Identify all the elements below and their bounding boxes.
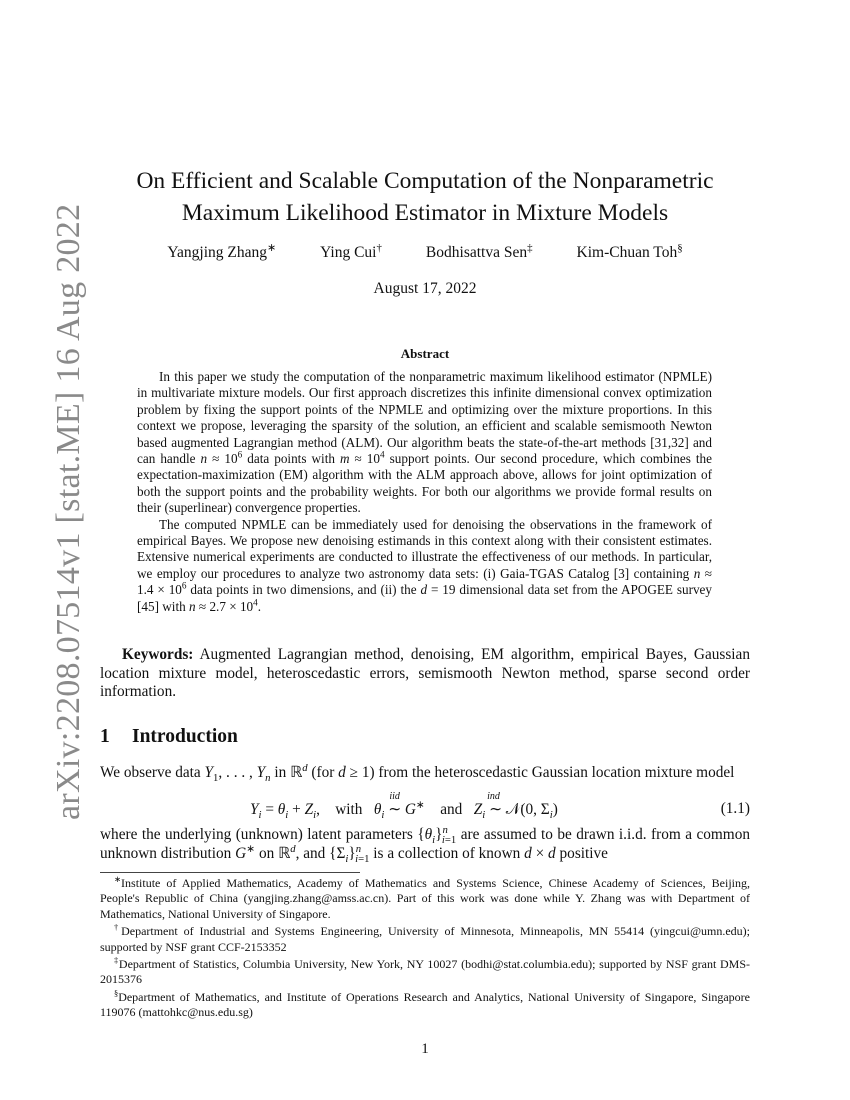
title-line-1: On Efficient and Scalable Computation of the Nonparametric: [136, 168, 714, 194]
abstract-body: [137, 369, 712, 615]
equation-number: (1.1): [720, 800, 750, 817]
section-number: 1: [100, 726, 110, 747]
paper-date: August 17, 2022: [373, 280, 477, 297]
author: Ying Cui†: [320, 241, 382, 261]
keywords-label: Keywords:: [122, 646, 194, 663]
equation-body: $Y_i = \theta_i + Z_i$, with $\theta_i$ iid ∼ G∗ and $Z_i$ ind ∼ 𝒩(0, $\Sigma_i$): [250, 791, 558, 822]
abstract-paragraph-2: The computed NPMLE can be immediately used for denoising the observations in the framework of empirical Bayes. We propose new denoising estimands in this context along with their consistent estimates. Extensive numerical experiments are conducted to illustrate the effectiveness of our methods. In particular, we employ our procedures to analyze two astronomy data sets: (i) Gaia-TGAS Catalog [3] containing $n \approx 1.4 \times 10^6$ data points in two dimensions, and (ii) the d = 19 dimensional data set from the APOGEE survey [45] with $n \approx 2.7 \times 10^4$.: [137, 516, 713, 614]
author: Kim-Chuan Toh§: [576, 241, 683, 261]
abstract-heading: Abstract: [400, 346, 450, 361]
author: Yangjing Zhang∗: [167, 241, 277, 261]
paper-title: [100, 165, 750, 229]
arxiv-identifier: arXiv:2208.07514v1 [stat.ME] 16 Aug 2022: [50, 203, 87, 820]
author-list: [100, 241, 750, 262]
footnote-divider: [100, 872, 360, 873]
page-number: 1: [421, 1041, 429, 1057]
intro-paragraph-2: where the underlying (unknown) latent parameters $\{\theta_i\}^n_{i=1}$ are assumed to be drawn i.i.d. from a common unknown distribution G∗ on ℝ$^d$, and $\{\Sigma_i\}^n_{i=1}$ is a collection of known d × d positive: [100, 823, 750, 865]
keywords: [100, 646, 750, 702]
footnote-3: ‡Department of Statistics, Columbia University, New York, NY 10027 (bodhi@stat.columbia.edu); supported by NSF grant DMS-2015376: [100, 956, 751, 987]
section-title: Introduction: [132, 726, 238, 747]
equation-1-1: [100, 791, 750, 822]
footnote-4: §Department of Mathematics, and Institute of Operations Research and Analytics, National University of Singapore, Singapore 119076 (mattohkc@nus.edu.sg): [100, 988, 750, 1020]
section-heading: [100, 726, 238, 748]
footnote-2: †Department of Industrial and Systems Engineering, University of Minnesota, Minneapolis, MN 55414 (yingcui@umn.edu); supported by NSF grant CCF-2153352: [100, 923, 750, 954]
intro-paragraph-1: We observe data $Y_1$, . . . , $Y_n$ in ℝ$^d$ (for d ≥ 1) from the heteroscedastic Gaussian location mixture model: [100, 761, 735, 785]
title-line-2: Maximum Likelihood Estimator in Mixture Models: [181, 200, 669, 226]
footnotes: [100, 876, 750, 1023]
footnote-1: ∗Institute of Applied Mathematics, Academy of Mathematics and Systems Science, Chinese Academy of Sciences, Beijing, People's Republic of China (yangjing.zhang@amss.ac.cn). Part of this work was done while Y. Zhang was with Department of Mathematics, National University of Singapore.: [100, 875, 750, 921]
abstract-paragraph-1: In this paper we study the computation of the nonparametric maximum likelihood estimator (NPMLE) in multivariate mixture models. Our first approach discretizes this infinite dimensional convex optimization problem by fixing the support points of the NPMLE and optimizing over the mixture proportions. In this context we propose, leveraging the sparsity of the solution, an efficient and scalable semismooth Newton based augmented Lagrangian method (ALM). Our algorithm beats the state-of-the-art methods [31,32] and can handle $n \approx 10^6$ data points with $m \approx 10^4$ support points. Our second procedure, which combines the expectation-maximization (EM) algorithm with the ALM approach above, allows for joint optimization of both the support points and the probability weights. For both our algorithms we provide formal results on their (superlinear) convergence properties.: [137, 369, 712, 516]
keywords-text: Augmented Lagrangian method, denoising, EM algorithm, empirical Bayes, Gaussian location mixture model, heteroscedastic errors, semismooth Newton method, sparse second order information.: [100, 646, 750, 701]
author: Bodhisattva Sen‡: [425, 241, 533, 261]
